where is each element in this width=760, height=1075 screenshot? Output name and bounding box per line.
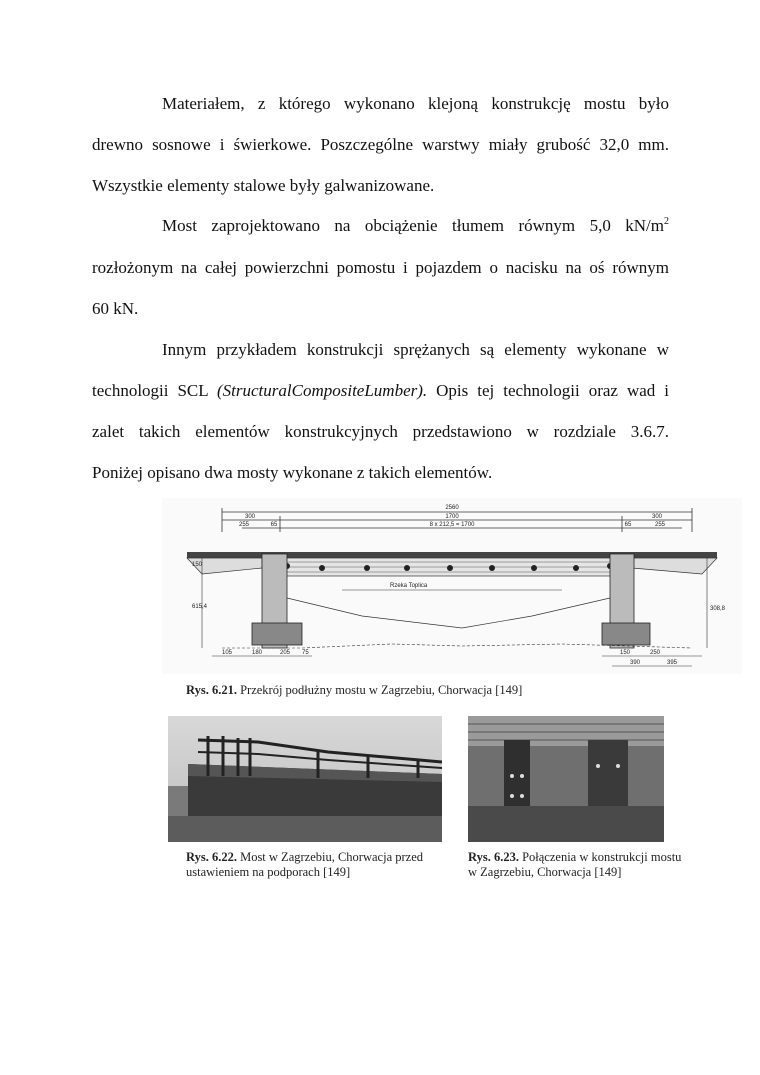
dim-255-left: 255 <box>238 522 250 528</box>
caption-6-21-number: Rys. 6.21. <box>186 683 237 697</box>
dim-180: 180 <box>252 650 263 656</box>
scl-text: technologii SCL <box>92 381 218 400</box>
dim-150-right: 150 <box>620 650 631 656</box>
scl-italic: (StructuralCompositeLumber). <box>217 381 428 400</box>
caption-6-21-text: Przekrój podłużny mostu w Zagrzebiu, Chorwacja [149] <box>236 683 523 697</box>
dim-75: 75 <box>302 650 309 656</box>
paragraph-2-line-2: rozłożonym na całej powierzchni pomostu i pojazdem o nacisku na oś równym <box>92 258 669 277</box>
dim-308: 308,8 <box>710 606 726 612</box>
caption-6-23 <box>468 850 681 880</box>
caption-6-22-text: Most w Zagrzebiu, Chorwacja przed <box>236 850 424 864</box>
paragraph-3-line-4: Poniżej opisano dwa mosty wykonane z takich elementów. <box>92 463 493 482</box>
figure-block <box>162 498 742 908</box>
dim-105: 105 <box>222 650 233 656</box>
paragraph-2-line-1 <box>162 216 669 236</box>
paragraph-3-line-2 <box>92 381 669 401</box>
dim-390: 390 <box>630 660 641 666</box>
paragraph-1-line-3: Wszystkie elementy stalowe były galwanizowane. <box>92 176 435 195</box>
dim-right-span: 300 <box>651 514 663 520</box>
paragraph-1-line-2: drewno sosnowe i świerkowe. Poszczególne warstwy miały grubość 32,0 mm. <box>92 135 669 154</box>
dim-left-span: 300 <box>244 514 256 520</box>
caption-6-21 <box>186 683 522 698</box>
caption-6-23-text: Połączenia w konstrukcji mostu <box>518 850 682 864</box>
dim-250: 250 <box>650 650 661 656</box>
dim-255-right: 255 <box>654 522 666 528</box>
caption-6-23-number: Rys. 6.23. <box>468 850 519 864</box>
connections-photo <box>468 716 664 842</box>
dim-395: 395 <box>667 660 678 666</box>
caption-6-23-text-2: w Zagrzebiu, Chorwacja [149] <box>468 865 622 879</box>
paragraph-1-line-1: Materiałem, z którego wykonano klejoną konstrukcję mostu było <box>162 94 669 113</box>
caption-6-22 <box>186 850 423 880</box>
dim-spacing: 8 x 212,5 = 1700 <box>429 522 475 528</box>
dim-65-left: 65 <box>270 522 278 528</box>
dim-150: 150 <box>192 562 203 568</box>
paragraph-2-line-1-text: Most zaprojektowano na obciążenie tłumem równym 5,0 kN/m <box>162 216 664 235</box>
dim-205: 205 <box>280 650 291 656</box>
paragraph-3-line-1: Innym przykładem konstrukcji sprężanych są elementy wykonane w <box>162 340 669 359</box>
bridge-photo <box>168 716 442 842</box>
superscript-2: 2 <box>664 216 669 227</box>
dim-middle: 1700 <box>445 514 459 520</box>
caption-6-22-number: Rys. 6.22. <box>186 850 237 864</box>
paragraph-3-line-3: zalet takich elementów konstrukcyjnych przedstawiono w rozdziale 3.6.7. <box>92 422 669 441</box>
river-label: Rzeka Toplica <box>390 583 428 589</box>
bridge-section-drawing <box>162 498 742 674</box>
scl-rest: Opis tej technologii oraz wad i <box>427 381 669 400</box>
dim-65-right: 65 <box>624 522 632 528</box>
dim-615: 615,4 <box>192 604 208 610</box>
caption-6-22-text-2: ustawieniem na podporach [149] <box>186 865 351 879</box>
paragraph-2-line-3: 60 kN. <box>92 299 139 318</box>
dim-total: 2560 <box>445 505 459 511</box>
